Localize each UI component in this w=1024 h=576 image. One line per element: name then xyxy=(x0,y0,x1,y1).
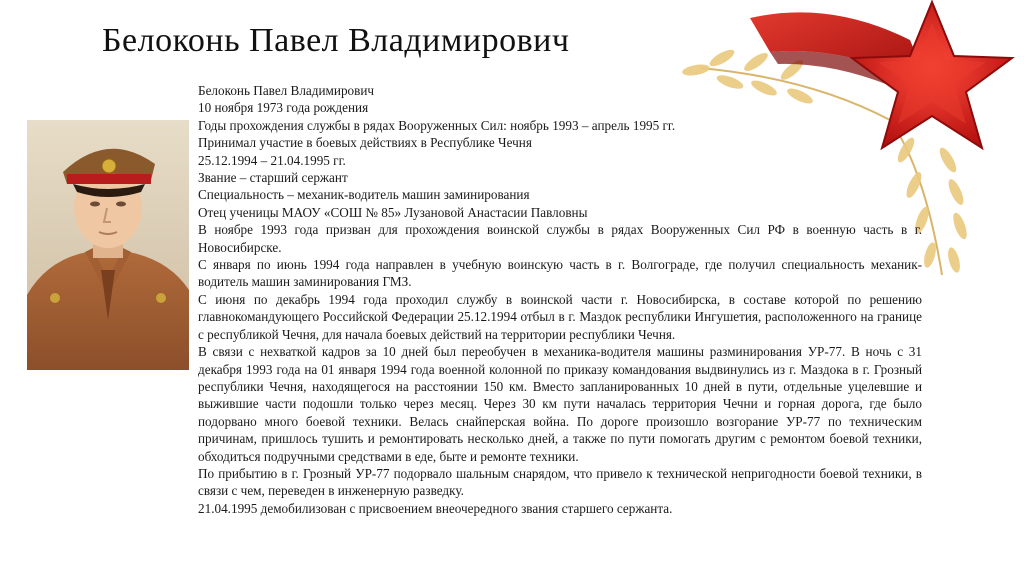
bio-paragraph: В ноябре 1993 года призван для прохождения воинской службы в рядах Вооруженных Сил РФ в военную часть в г. Новосибирске. xyxy=(198,222,922,255)
biography-text xyxy=(198,82,922,517)
soldier-portrait-photo xyxy=(27,120,189,370)
bio-line-specialty: Специальность – механик-водитель машин заминирования xyxy=(198,187,530,203)
bio-paragraph: С января по июнь 1994 года направлен в учебную воинскую часть в г. Волгограде, где получил специальность механик-водитель машин заминирования ГМЗ. xyxy=(198,257,922,290)
page-title: Белоконь Павел Владимирович xyxy=(102,22,570,59)
bio-line-service-years: Годы прохождения службы в рядах Вооруженных Сил: ноябрь 1993 – апрель 1995 гг. xyxy=(198,117,676,133)
bio-line-rank: Звание – старший сержант xyxy=(198,170,348,186)
bio-line-combat-dates: 25.12.1994 – 21.04.1995 гг. xyxy=(198,152,346,168)
bio-paragraph: С июня по декабрь 1994 года проходил службу в воинской части г. Новосибирска, в составе которой по решению главнокомандующего Российской Федерации 25.12.1994 отбыл в г. Маздок республики Ингушетия, расположенного на границе с республикой Чечня, для начала боевых действий на территории республики Чечня. xyxy=(198,291,922,342)
bio-paragraph: В связи с нехваткой кадров за 10 дней был переобучен в механика-водителя машины разминирования УР-77. В ночь с 31 декабря 1993 года на 01 января 1994 года военной колонной по приказу командования выдвинулись из г. Маздока в г. Грозный республики Чечня, находящегося на расстоянии 150 км. Вместо запланированных 10 дней в пути, отдельные уцелевшие и выжившие части подошли только через месяц. Через 30 км пути началась территория Чечни и горная дорога, где было подорвано много боевой техники. Велась снайперская война. По дороге произошло возгорание УР-77 по техническим причинам, пришлось тушить и ремонтировать несколько дней, а также по пути помогать другим с ремонтом боевой техники, обходиться подручными средствами в еде, быте и ремонте техники. xyxy=(198,344,922,464)
bio-paragraph: По прибытию в г. Грозный УР-77 подорвало шальным снарядом, что привело к технической непригодности боевой техники, в связи с чем, переведен в инженерную разведку. xyxy=(198,465,922,499)
bio-paragraph: 21.04.1995 демобилизован с присвоением внеочередного звания старшего сержанта. xyxy=(198,500,673,516)
bio-line-name: Белоконь Павел Владимирович xyxy=(198,83,375,98)
bio-line-relation: Отец ученицы МАОУ «СОШ № 85» Лузановой Анастасии Павловны xyxy=(198,204,588,220)
bio-line-birthdate: 10 ноября 1973 года рождения xyxy=(198,100,369,116)
bio-line-combat: Принимал участие в боевых действиях в Республике Чечня xyxy=(198,135,532,151)
